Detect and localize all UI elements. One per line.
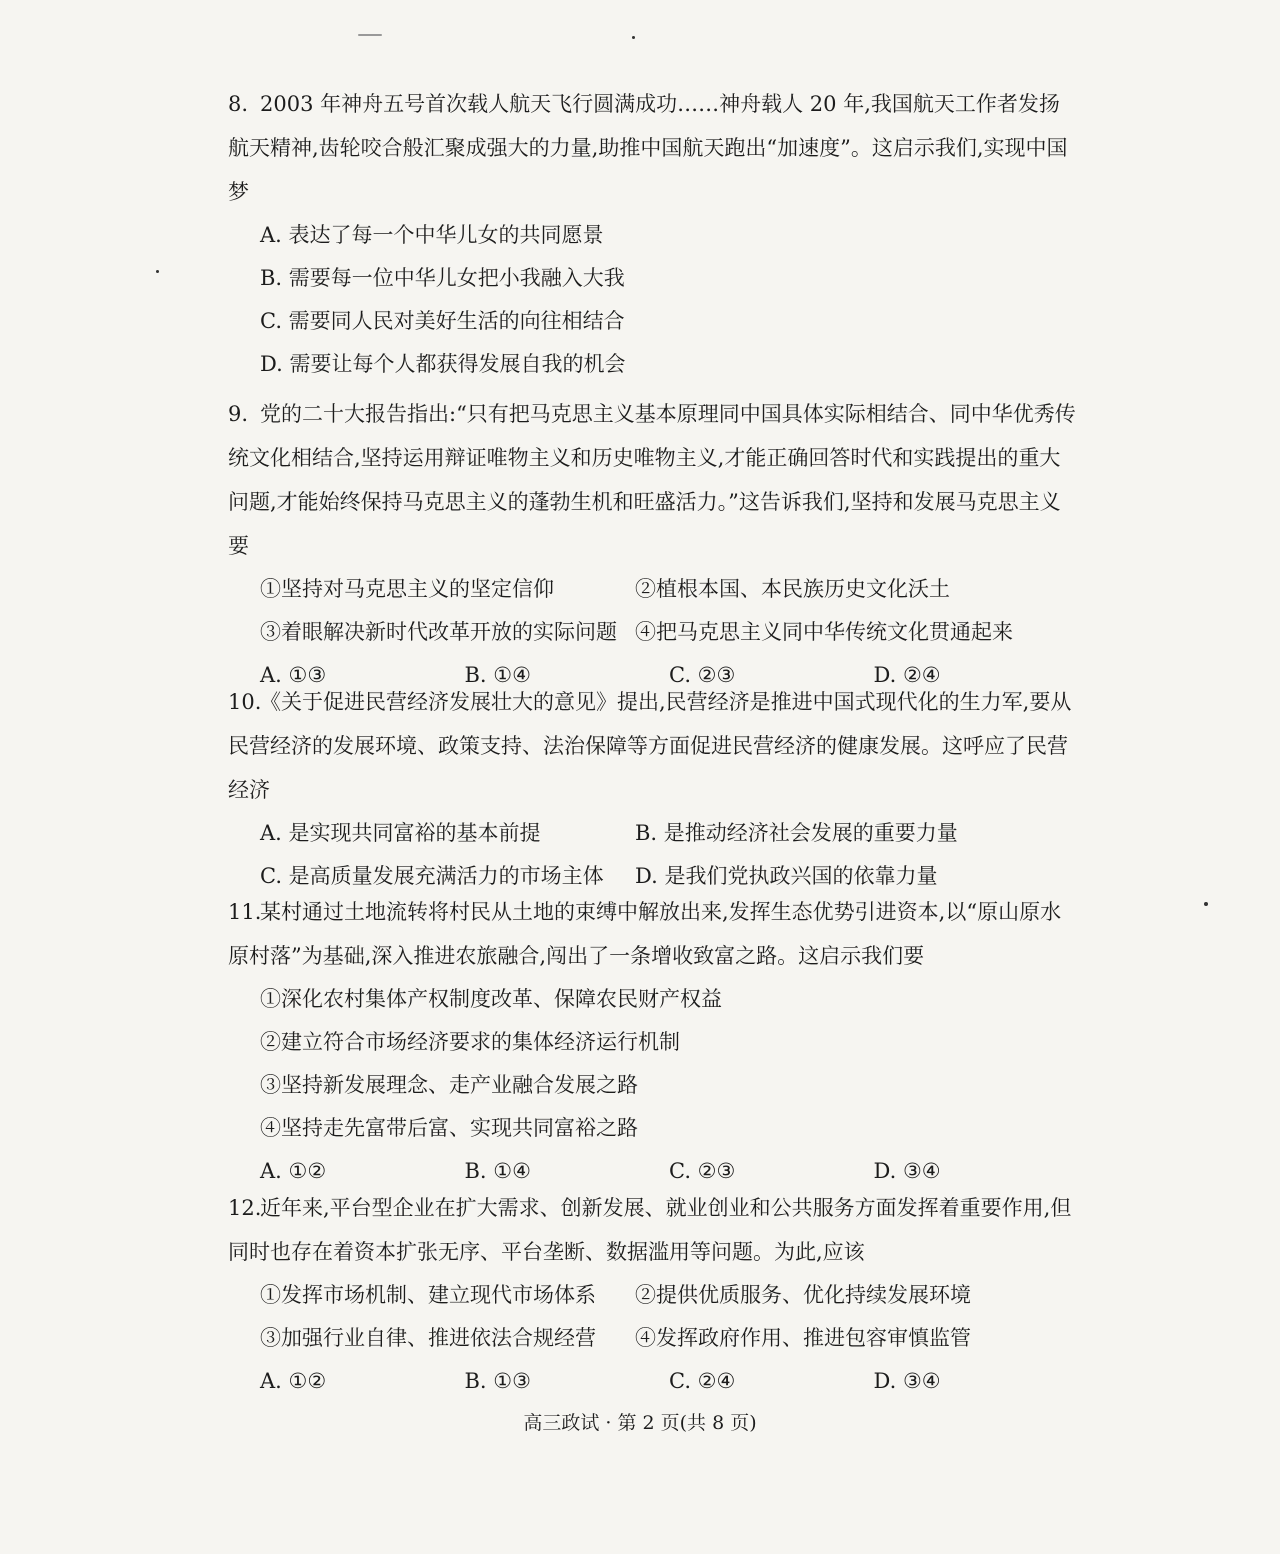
option-b: B. 需要每一位中华儿女把小我融入大我 <box>260 266 625 290</box>
item-row <box>228 1317 1078 1360</box>
question-stem <box>228 82 1078 214</box>
answer-c: C. ②④ <box>669 1369 736 1393</box>
question-8 <box>228 82 1078 386</box>
page-footer: 高三政试 · 第 2 页(共 8 页) <box>523 1412 757 1434</box>
item-4: ④发挥政府作用、推进包容审慎监管 <box>635 1326 971 1350</box>
question-text: 《关于促进民营经济发展壮大的意见》提出,民营经济是推进中国式现代化的生力军,要从民营经济的发展环境、政策支持、法治保障等方面促进民营经济的健康发展。这呼应了民营经济 <box>228 690 1072 802</box>
question-number: 8. <box>228 92 249 116</box>
scan-speck <box>156 270 159 273</box>
question-stem <box>228 890 1078 978</box>
answer-b: B. ①④ <box>464 1159 531 1183</box>
scan-speck <box>632 36 635 39</box>
answer-d: D. ③④ <box>873 1159 941 1183</box>
answer-d: D. ②④ <box>873 663 941 687</box>
question-11 <box>228 890 1078 1193</box>
question-text: 党的二十大报告指出:“只有把马克思主义基本原理同中国具体实际相结合、同中华优秀传统文化相结合,坚持运用辩证唯物主义和历史唯物主义,才能正确回答时代和实践提出的重大问题,才能始终保持马克思主义的蓬勃生机和旺盛活力。”这告诉我们,坚持和发展马克思主义要 <box>228 402 1076 558</box>
item-row <box>228 1274 1078 1317</box>
scan-speck <box>1204 902 1208 906</box>
item-row <box>228 568 1078 611</box>
question-stem <box>228 392 1078 568</box>
option-a: A. 表达了每一个中华儿女的共同愿景 <box>260 223 604 247</box>
answer-row <box>228 1360 1078 1403</box>
answer-c: C. ②③ <box>669 1159 736 1183</box>
item-3: ③着眼解决新时代改革开放的实际问题 <box>260 620 617 644</box>
question-12 <box>228 1186 1078 1403</box>
option-row <box>228 812 1078 855</box>
question-text: 近年来,平台型企业在扩大需求、创新发展、就业创业和公共服务方面发挥着重要作用,但同时也存在着资本扩张无序、平台垄断、数据滥用等问题。为此,应该 <box>228 1196 1072 1264</box>
question-text: 某村通过土地流转将村民从土地的束缚中解放出来,发挥生态优势引进资本,以“原山原水原村落”为基础,深入推进农旅融合,闯出了一条增收致富之路。这启示我们要 <box>228 900 1062 968</box>
option-d: D. 需要让每个人都获得发展自我的机会 <box>260 352 626 376</box>
option-d: D. 是我们党执政兴国的依靠力量 <box>635 864 938 888</box>
option-b: B. 是推动经济社会发展的重要力量 <box>635 821 958 845</box>
item-2: ②建立符合市场经济要求的集体经济运行机制 <box>260 1030 680 1054</box>
option-a: A. 是实现共同富裕的基本前提 <box>260 821 541 845</box>
option-c: C. 需要同人民对美好生活的向往相结合 <box>260 309 625 333</box>
item-2: ②提供优质服务、优化持续发展环境 <box>635 1283 971 1307</box>
item-3: ③坚持新发展理念、走产业融合发展之路 <box>260 1073 638 1097</box>
answer-a: A. ①③ <box>260 663 327 687</box>
question-number: 11. <box>228 900 262 924</box>
question-number: 9. <box>228 402 249 426</box>
answer-c: C. ②③ <box>669 663 736 687</box>
scan-speck <box>358 34 382 36</box>
answer-b: B. ①③ <box>464 1369 531 1393</box>
item-2: ②植根本国、本民族历史文化沃土 <box>635 577 950 601</box>
item-3: ③加强行业自律、推进依法合规经营 <box>260 1326 596 1350</box>
item-row <box>228 611 1078 654</box>
question-stem <box>228 680 1078 812</box>
question-text: 2003 年神舟五号首次载人航天飞行圆满成功……神舟载人 20 年,我国航天工作者发扬航天精神,齿轮咬合般汇聚成强大的力量,助推中国航天跑出“加速度”。这启示我们,实现中国梦 <box>228 92 1068 204</box>
question-10 <box>228 680 1078 898</box>
question-stem <box>228 1186 1078 1274</box>
question-number: 10. <box>228 690 262 714</box>
option-c: C. 是高质量发展充满活力的市场主体 <box>260 864 604 888</box>
answer-a: A. ①② <box>260 1159 327 1183</box>
question-number: 12. <box>228 1196 262 1220</box>
question-9 <box>228 392 1078 697</box>
item-1: ①发挥市场机制、建立现代市场体系 <box>260 1283 596 1307</box>
answer-d: D. ③④ <box>873 1369 941 1393</box>
item-4: ④坚持走先富带后富、实现共同富裕之路 <box>260 1116 638 1140</box>
item-1: ①坚持对马克思主义的坚定信仰 <box>260 577 554 601</box>
answer-a: A. ①② <box>260 1369 327 1393</box>
item-4: ④把马克思主义同中华传统文化贯通起来 <box>635 620 1013 644</box>
answer-b: B. ①④ <box>464 663 531 687</box>
item-1: ①深化农村集体产权制度改革、保障农民财产权益 <box>260 987 722 1011</box>
